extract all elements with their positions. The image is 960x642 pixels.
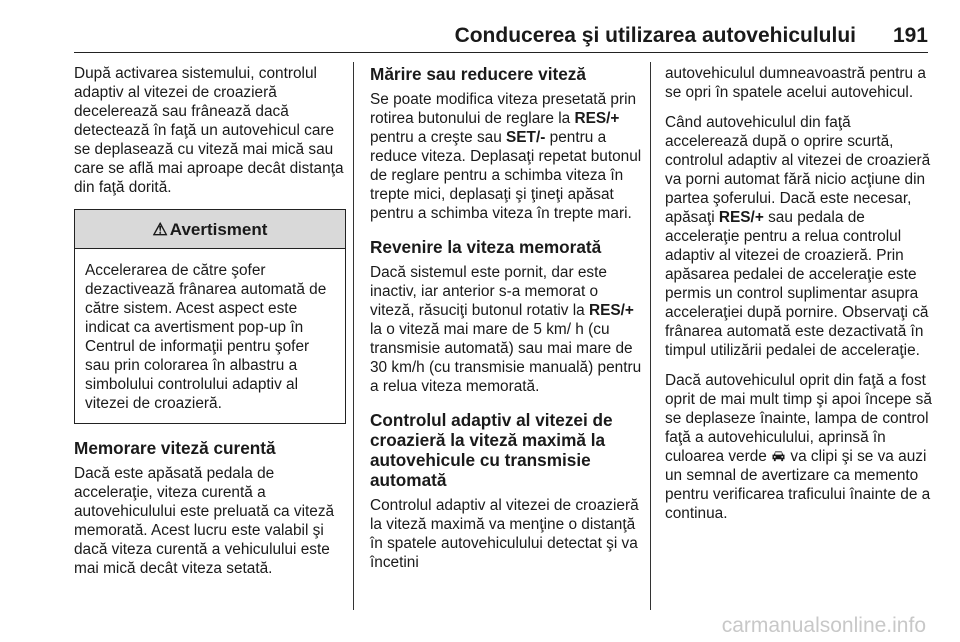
car-front-icon: [771, 450, 786, 462]
section-heading: Revenire la viteza memorată: [370, 237, 602, 257]
page-number: 191: [892, 24, 928, 47]
text: sau pedala de acceleraţie pentru a relua controlul adaptiv al vitezei de croazieră. Prin apăsarea pedalei de acceleraţie este permis un control suplimentar asupra acceleraţiei după pornire. Observaţi că frânarea automată este dezactivată în timpul utilizării pedalei de acceleraţie.: [665, 209, 929, 359]
warning-title: Avertisment: [169, 219, 268, 239]
chapter-title: Conducerea şi utilizarea autovehiculului: [454, 24, 856, 47]
paragraph: [665, 113, 937, 360]
column-divider: [650, 62, 651, 610]
text: Dacă autovehiculul oprit din faţă a fost oprit de mai mult timp şi apoi începe să se deplaseze înainte, lampa de control faţă a autovehiculului, aprinsă în culoarea verde: [665, 372, 932, 465]
text: pentru a reduce viteza. Deplasaţi repetat butonul de reglare pentru a schimba viteza în trepte mici, deplasaţi şi ţineţi apăsat pentru a schimba viteza în trepte mari.: [370, 129, 642, 222]
text: la o viteză mai mare de 5 km/ h (cu transmisie automată) sau mai mare de 30 km/h (cu transmisie manuală) pentru a relua viteza memorată.: [370, 321, 642, 395]
page-header: [0, 0, 960, 48]
column-left: [74, 64, 346, 589]
watermark: carmanualsonline.info: [721, 614, 926, 637]
text: Când autovehiculul din faţă accelerează după o oprire scurtă, controlul adaptiv al vitezei de croazieră va porni automat fără nicio acţiune din partea şoferului. Dacă este necesar, apăsaţi: [665, 114, 931, 226]
paragraph: [665, 371, 937, 523]
warning-box: [74, 209, 346, 424]
warning-text: Accelerarea de către şofer dezactivează frânarea automată de către sistem. Acest aspect este indicat ca avertisment pop-up în Centrul de informaţii pentru şofer sau prin colorarea în albastru a simbolului controlului adaptiv al vitezei de croazieră.: [85, 262, 327, 412]
control-label: RES/+: [589, 302, 634, 319]
section-heading: Memorare viteză curentă: [74, 438, 276, 458]
control-label: SET/-: [506, 129, 546, 146]
warning-body: [75, 249, 345, 423]
header-rule: [74, 52, 928, 53]
paragraph: [370, 90, 642, 223]
text: Dacă sistemul este pornit, dar este inactiv, iar anterior s-a memorat o viteză, răsuciţi butonul rotativ la: [370, 264, 607, 319]
text: va clipi şi se va auzi un semnal de avertizare ca memento pentru verificarea traficului înainte de a continua.: [665, 448, 931, 522]
warning-header: [75, 210, 345, 249]
section-heading: Controlul adaptiv al vitezei de croazieră la viteză maximă la autovehicule cu transmisie automată: [370, 410, 613, 490]
paragraph: [370, 263, 642, 396]
column-middle: [370, 64, 642, 583]
column-divider: [353, 62, 354, 610]
control-label: RES/+: [574, 110, 620, 127]
paragraph: Controlul adaptiv al vitezei de croazieră la viteză maximă va menţine o distanţă în spatele autovehiculului detectat şi va încetini: [370, 497, 639, 571]
control-label: RES/+: [718, 209, 764, 226]
paragraph: autovehiculul dumneavoastră pentru a se opri în spatele acelui autovehicul.: [665, 65, 926, 101]
warning-triangle-icon: ⚠: [152, 219, 168, 239]
section-heading: Mărire sau reducere viteză: [370, 64, 586, 84]
section-paragraph: Dacă este apăsată pedala de acceleraţie, viteza curentă a autovehiculului este preluată ca viteză memorată. Acest lucru este valabil şi dacă viteza curentă a vehiculului este mai mică decât viteza setată.: [74, 465, 335, 577]
text: pentru a creşte sau: [370, 129, 507, 146]
text: Se poate modifica viteza presetată prin rotirea butonului de reglare la: [370, 91, 637, 127]
intro-paragraph: După activarea sistemului, controlul adaptiv al vitezei de croazieră decelerează sau frânează dacă detectează în faţă un autovehicul care se deplasează cu viteză mai mică sau care se află mai aproape decât distanţa din faţă dorită.: [74, 65, 344, 196]
column-right: [665, 64, 937, 534]
